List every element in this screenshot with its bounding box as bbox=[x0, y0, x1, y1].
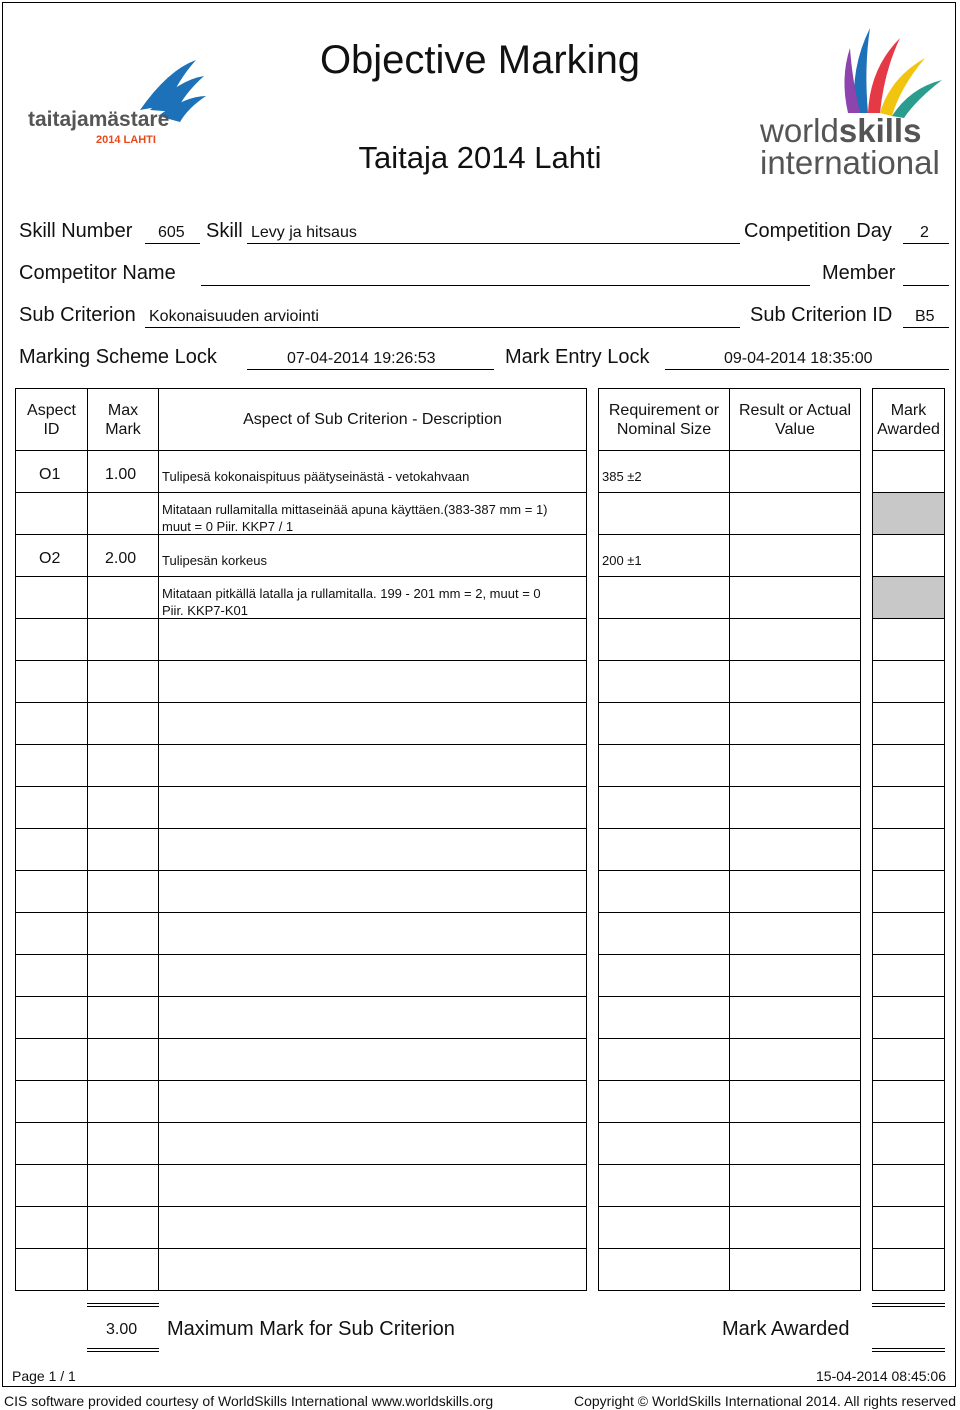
cell-requirement bbox=[598, 1206, 730, 1249]
cell-requirement bbox=[598, 1248, 730, 1291]
cell-requirement bbox=[598, 1038, 730, 1081]
cell-aspect-id bbox=[15, 954, 88, 997]
cell-aspect-id bbox=[15, 1164, 88, 1207]
skill-number-label: Skill Number bbox=[19, 220, 133, 242]
sub-criterion-underline bbox=[145, 327, 740, 328]
note-o2-line1: Mitataan pitkällä latalla ja rullamitalla. 199 - 201 mm = 2, muut = 0 bbox=[162, 586, 541, 601]
competition-day-value[interactable]: 2 bbox=[920, 224, 929, 241]
col-header-description: Aspect of Sub Criterion - Description bbox=[158, 388, 587, 451]
cell-max-mark bbox=[87, 912, 159, 955]
cell-mark-awarded[interactable] bbox=[872, 870, 945, 913]
cell-mark-awarded[interactable] bbox=[872, 1080, 945, 1123]
cell-mark-awarded[interactable] bbox=[872, 702, 945, 745]
cell-description bbox=[158, 1080, 587, 1123]
cell-mark-awarded[interactable] bbox=[872, 786, 945, 829]
col-header-result: Result or Actual Value bbox=[729, 388, 861, 451]
cell-description bbox=[158, 870, 587, 913]
cell-mark-awarded bbox=[872, 576, 945, 619]
awarded-bottom-rule bbox=[872, 1348, 945, 1352]
cell-result[interactable] bbox=[729, 702, 861, 745]
cell-result[interactable] bbox=[729, 912, 861, 955]
cell-description bbox=[158, 954, 587, 997]
col-header-max-mark: Max Mark bbox=[87, 388, 159, 451]
cell-result[interactable] bbox=[729, 786, 861, 829]
cell-description bbox=[158, 1248, 587, 1291]
cell-max-mark bbox=[87, 1080, 159, 1123]
cell-description bbox=[158, 702, 587, 745]
max-mark-o2: 2.00 bbox=[105, 550, 137, 567]
cell-max-mark bbox=[87, 492, 159, 535]
cell-result[interactable] bbox=[729, 1248, 861, 1291]
page-subtitle: Taitaja 2014 Lahti bbox=[358, 140, 602, 175]
cell-result[interactable] bbox=[729, 534, 861, 577]
sub-criterion-value[interactable]: Kokonaisuuden arviointi bbox=[149, 308, 319, 325]
mark-entry-lock-value: 09-04-2014 18:35:00 bbox=[724, 350, 873, 367]
worldskills-logo-text: worldskills bbox=[760, 112, 922, 149]
cell-mark-awarded[interactable] bbox=[872, 954, 945, 997]
mark-awarded-label: Mark Awarded bbox=[722, 1318, 850, 1340]
cell-requirement bbox=[598, 828, 730, 871]
cell-result[interactable] bbox=[729, 450, 861, 493]
cell-aspect-id bbox=[15, 912, 88, 955]
page-title: Objective Marking bbox=[319, 38, 641, 82]
cell-aspect-id bbox=[15, 1248, 88, 1291]
taitaja-logo-text: taitajamästare bbox=[28, 108, 170, 131]
cell-description bbox=[158, 1122, 587, 1165]
cell-aspect-id bbox=[15, 492, 88, 535]
skill-label: Skill bbox=[206, 220, 243, 242]
software-credit: CIS software provided courtesy of WorldSkills International www.worldskills.org bbox=[4, 1393, 494, 1409]
cell-result[interactable] bbox=[729, 618, 861, 661]
cell-max-mark bbox=[87, 996, 159, 1039]
cell-requirement bbox=[598, 1080, 730, 1123]
cell-aspect-id bbox=[15, 786, 88, 829]
cell-result bbox=[729, 492, 861, 535]
cell-requirement bbox=[598, 660, 730, 703]
marking-scheme-lock-underline bbox=[247, 369, 494, 370]
cell-mark-awarded[interactable] bbox=[872, 744, 945, 787]
aspect-id-o1: O1 bbox=[39, 466, 61, 483]
cell-aspect-id bbox=[15, 618, 88, 661]
cell-aspect-id bbox=[15, 1122, 88, 1165]
page-number: Page 1 / 1 bbox=[12, 1368, 76, 1384]
skill-number-value[interactable]: 605 bbox=[158, 224, 185, 241]
cell-result[interactable] bbox=[729, 996, 861, 1039]
requirement-o2: 200 ±1 bbox=[602, 553, 642, 568]
print-timestamp: 15-04-2014 08:45:06 bbox=[816, 1368, 946, 1384]
aspect-id-o2: O2 bbox=[39, 550, 61, 567]
cell-max-mark bbox=[87, 786, 159, 829]
cell-description bbox=[158, 1038, 587, 1081]
cell-mark-awarded[interactable] bbox=[872, 618, 945, 661]
skill-number-underline bbox=[145, 243, 200, 244]
cell-result[interactable] bbox=[729, 1038, 861, 1081]
competition-day-label: Competition Day bbox=[744, 220, 892, 242]
cell-requirement bbox=[598, 618, 730, 661]
cell-aspect-id bbox=[15, 1038, 88, 1081]
cell-max-mark bbox=[87, 702, 159, 745]
cell-max-mark bbox=[87, 870, 159, 913]
marking-scheme-lock-label: Marking Scheme Lock bbox=[19, 346, 217, 368]
cell-aspect-id bbox=[15, 744, 88, 787]
cell-result[interactable] bbox=[729, 660, 861, 703]
cell-result[interactable] bbox=[729, 954, 861, 997]
col-header-requirement: Requirement or Nominal Size bbox=[598, 388, 730, 451]
cell-requirement bbox=[598, 576, 730, 619]
cell-aspect-id bbox=[15, 660, 88, 703]
cell-description bbox=[158, 744, 587, 787]
col-header-aspect-id: Aspect ID bbox=[15, 388, 88, 451]
description-o1: Tulipesä kokonaispituus päätyseinästä - vetokahvaan bbox=[162, 469, 470, 484]
col-header-mark-awarded: Mark Awarded bbox=[872, 388, 945, 451]
cell-mark-awarded[interactable] bbox=[872, 1248, 945, 1291]
cell-requirement bbox=[598, 492, 730, 535]
max-mark-label: Maximum Mark for Sub Criterion bbox=[167, 1318, 455, 1340]
cell-requirement bbox=[598, 996, 730, 1039]
cell-aspect-id bbox=[15, 870, 88, 913]
cell-mark-awarded bbox=[872, 492, 945, 535]
cell-requirement bbox=[598, 1122, 730, 1165]
cell-description bbox=[158, 996, 587, 1039]
cell-mark-awarded[interactable] bbox=[872, 1206, 945, 1249]
cell-max-mark bbox=[87, 1122, 159, 1165]
cell-requirement bbox=[598, 744, 730, 787]
cell-requirement bbox=[598, 1164, 730, 1207]
cell-result[interactable] bbox=[729, 1080, 861, 1123]
awarded-top-rule bbox=[872, 1303, 945, 1307]
cell-description bbox=[158, 618, 587, 661]
member-underline bbox=[903, 285, 949, 286]
cell-requirement bbox=[598, 786, 730, 829]
worldskills-logo-subtext: international bbox=[760, 144, 940, 181]
cell-aspect-id bbox=[15, 576, 88, 619]
max-mark-o1: 1.00 bbox=[105, 466, 137, 483]
note-o1-line1: Mitataan rullamitalla mittaseinää apuna käyttäen.(383-387 mm = 1) bbox=[162, 502, 548, 517]
cell-result bbox=[729, 576, 861, 619]
cell-description bbox=[158, 912, 587, 955]
cell-requirement bbox=[598, 912, 730, 955]
cell-mark-awarded[interactable] bbox=[872, 660, 945, 703]
cell-result[interactable] bbox=[729, 1122, 861, 1165]
cell-aspect-id bbox=[15, 828, 88, 871]
skill-underline bbox=[247, 243, 740, 244]
total-top-rule bbox=[87, 1303, 159, 1307]
cell-description bbox=[158, 828, 587, 871]
cell-description bbox=[158, 660, 587, 703]
cell-result[interactable] bbox=[729, 744, 861, 787]
total-bottom-rule bbox=[87, 1348, 159, 1352]
cell-mark-awarded[interactable] bbox=[872, 1164, 945, 1207]
cell-requirement bbox=[598, 870, 730, 913]
cell-description bbox=[158, 1164, 587, 1207]
cell-mark-awarded[interactable] bbox=[872, 1038, 945, 1081]
cell-max-mark bbox=[87, 1248, 159, 1291]
cell-max-mark bbox=[87, 576, 159, 619]
cell-max-mark bbox=[87, 1206, 159, 1249]
sub-criterion-label: Sub Criterion bbox=[19, 304, 136, 326]
sub-criterion-id-label: Sub Criterion ID bbox=[750, 304, 893, 326]
cell-result[interactable] bbox=[729, 1164, 861, 1207]
member-label: Member bbox=[822, 262, 896, 284]
sub-criterion-id-underline bbox=[903, 327, 949, 328]
skill-value[interactable]: Levy ja hitsaus bbox=[251, 224, 357, 241]
cell-result[interactable] bbox=[729, 828, 861, 871]
cell-mark-awarded[interactable] bbox=[872, 450, 945, 493]
description-o2: Tulipesän korkeus bbox=[162, 553, 268, 568]
competitor-name-label: Competitor Name bbox=[19, 262, 176, 284]
mark-entry-lock-label: Mark Entry Lock bbox=[505, 346, 650, 368]
cell-requirement bbox=[598, 954, 730, 997]
cell-mark-awarded[interactable] bbox=[872, 534, 945, 577]
cell-description bbox=[158, 1206, 587, 1249]
cell-requirement bbox=[598, 702, 730, 745]
cell-max-mark bbox=[87, 954, 159, 997]
taitaja-logo-subtext: 2014 LAHTI bbox=[96, 134, 156, 146]
note-o2-line2: Piir. KKP7-K01 bbox=[162, 603, 248, 618]
cell-aspect-id bbox=[15, 996, 88, 1039]
total-max-mark: 3.00 bbox=[106, 1321, 138, 1338]
cell-mark-awarded[interactable] bbox=[872, 912, 945, 955]
cell-aspect-id bbox=[15, 1206, 88, 1249]
cell-max-mark bbox=[87, 618, 159, 661]
cell-result[interactable] bbox=[729, 870, 861, 913]
cell-aspect-id bbox=[15, 1080, 88, 1123]
copyright-notice: Copyright © WorldSkills International 2014. All rights reserved bbox=[573, 1393, 956, 1409]
note-o1-line2: muut = 0 Piir. KKP7 / 1 bbox=[162, 519, 294, 534]
cell-mark-awarded[interactable] bbox=[872, 996, 945, 1039]
cell-max-mark bbox=[87, 1164, 159, 1207]
requirement-o1: 385 ±2 bbox=[602, 469, 642, 484]
cell-max-mark bbox=[87, 828, 159, 871]
cell-aspect-id bbox=[15, 702, 88, 745]
competition-day-underline bbox=[903, 243, 949, 244]
cell-max-mark bbox=[87, 1038, 159, 1081]
cell-mark-awarded[interactable] bbox=[872, 1122, 945, 1165]
cell-max-mark bbox=[87, 744, 159, 787]
mark-entry-lock-underline bbox=[665, 369, 949, 370]
cell-result[interactable] bbox=[729, 1206, 861, 1249]
marking-scheme-lock-value: 07-04-2014 19:26:53 bbox=[287, 350, 436, 367]
competitor-name-underline bbox=[201, 285, 810, 286]
cell-max-mark bbox=[87, 660, 159, 703]
cell-description bbox=[158, 786, 587, 829]
sub-criterion-id-value[interactable]: B5 bbox=[915, 308, 935, 325]
cell-mark-awarded[interactable] bbox=[872, 828, 945, 871]
